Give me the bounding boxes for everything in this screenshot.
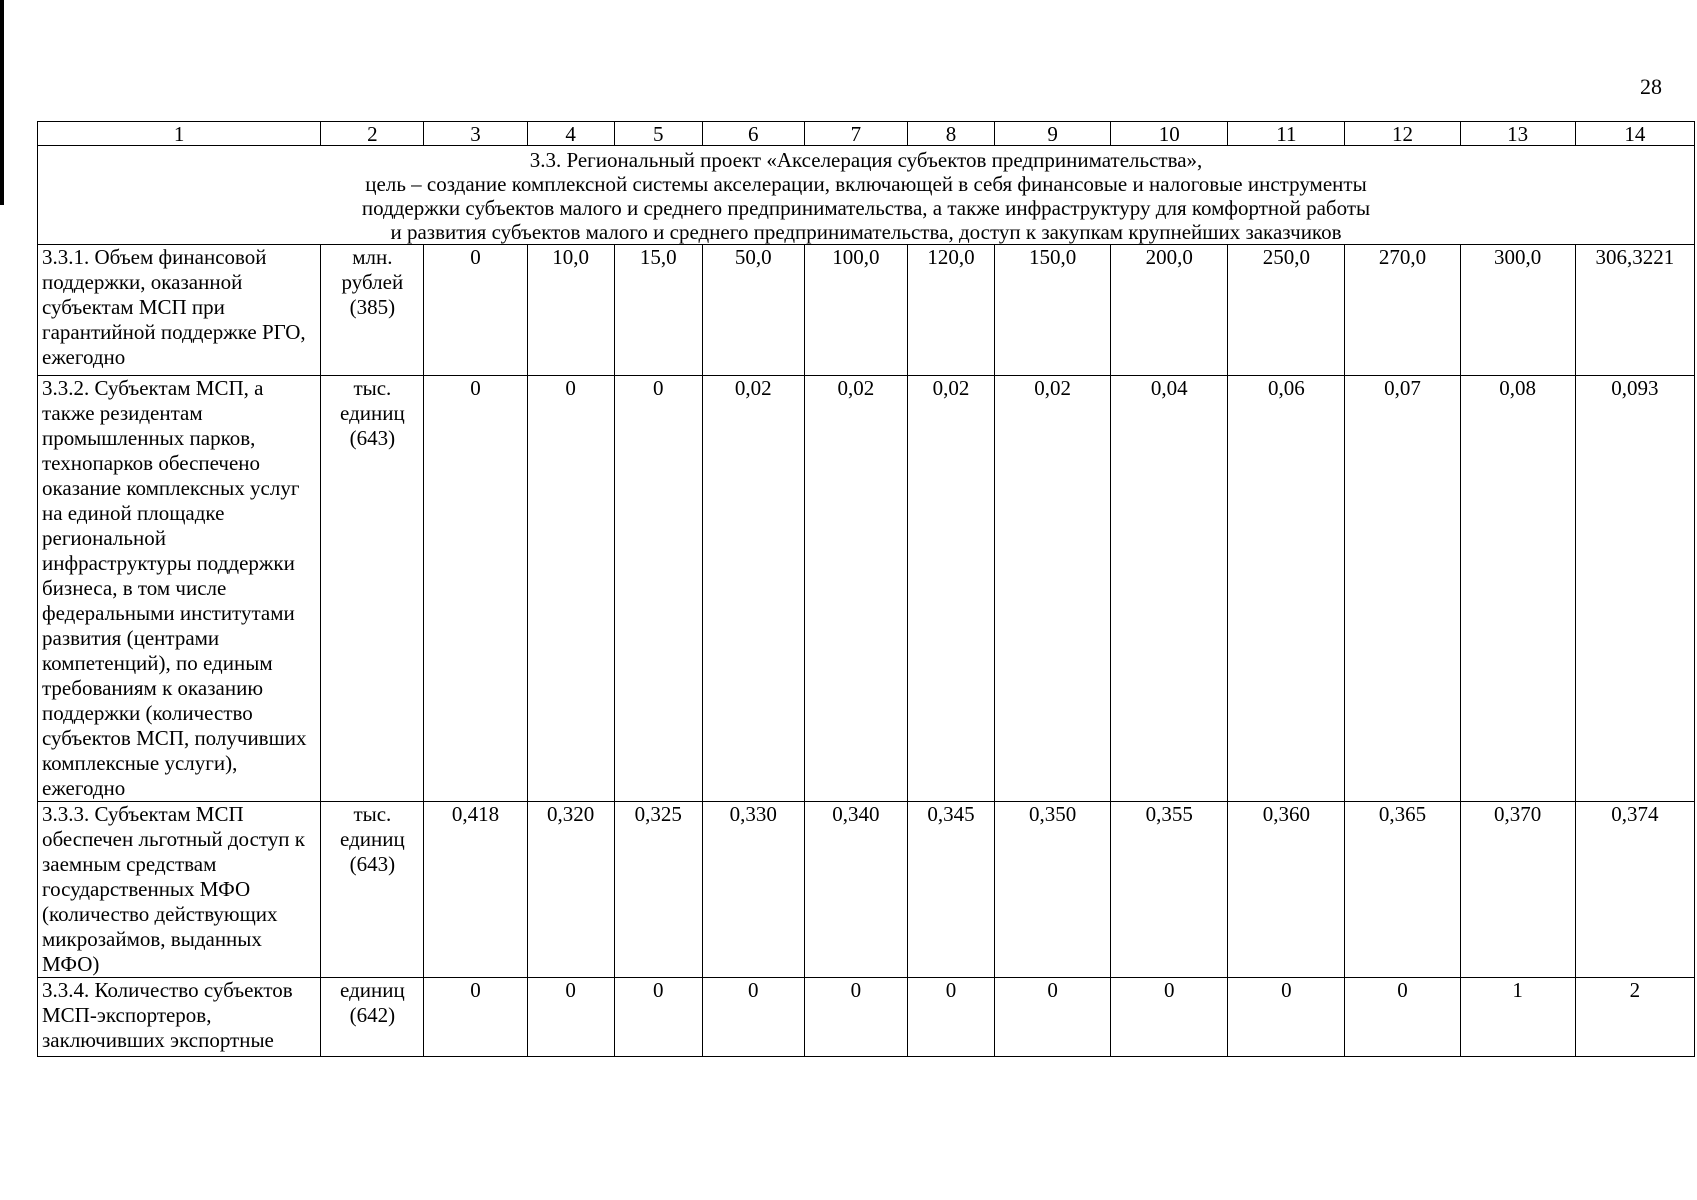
- value-cell: 1: [1460, 978, 1575, 1057]
- column-number-cell: 6: [702, 122, 804, 146]
- column-number-cell: 7: [804, 122, 907, 146]
- table-row: [38, 245, 1695, 376]
- column-number-cell: 2: [321, 122, 424, 146]
- value-cell: 0: [907, 978, 994, 1057]
- value-cell: 10,0: [527, 245, 614, 376]
- value-cell: 150,0: [995, 245, 1111, 376]
- value-cell: 0,08: [1460, 376, 1575, 802]
- indicator-cell: 3.3.3. Субъектам МСП обеспечен льготный доступ к заемным средствам государственных МФО (количество действующих микрозаймов, выданных МФО): [38, 802, 321, 978]
- indicator-cell: 3.3.1. Объем финансовой поддержки, оказанной субъектам МСП при гарантийной поддержке РГО, ежегодно: [38, 245, 321, 376]
- unit-cell: тыс. единиц (643): [321, 802, 424, 978]
- section-line: поддержки субъектов малого и среднего предпринимательства, а также инфраструктуру для комфортной работы: [361, 196, 1371, 220]
- table-row: [38, 376, 1695, 802]
- page-number: 28: [1640, 74, 1662, 99]
- value-cell: 0,02: [995, 376, 1111, 802]
- value-cell: 0,02: [804, 376, 907, 802]
- value-cell: 120,0: [907, 245, 994, 376]
- value-cell: 0: [527, 978, 614, 1057]
- value-cell: 0,345: [907, 802, 994, 978]
- value-cell: 0,360: [1228, 802, 1345, 978]
- value-cell: 0,04: [1111, 376, 1228, 802]
- indicator-cell: 3.3.2. Субъектам МСП, а также резидентам промышленных парков, технопарков обеспечено оказание комплексных услуг на единой площадке региональной инфраструктуры поддержки бизнеса, в том числе федеральными институтами развития (центрами компетенций), по единым требованиям к оказанию поддержки (количество субъектов МСП, получивших комплексные услуги), ежегодно: [38, 376, 321, 802]
- value-cell: 0,340: [804, 802, 907, 978]
- value-cell: 0,350: [995, 802, 1111, 978]
- value-cell: 0: [424, 376, 527, 802]
- unit-cell: единиц (642): [321, 978, 424, 1057]
- indicator-cell: 3.3.4. Количество субъектов МСП-экспортеров, заключивших экспортные: [38, 978, 321, 1057]
- value-cell: 0: [424, 245, 527, 376]
- column-number-cell: 3: [424, 122, 527, 146]
- value-cell: 0,07: [1345, 376, 1460, 802]
- value-cell: 0: [1345, 978, 1460, 1057]
- column-number-cell: 11: [1228, 122, 1345, 146]
- value-cell: 0: [1111, 978, 1228, 1057]
- value-cell: 200,0: [1111, 245, 1228, 376]
- value-cell: 0,418: [424, 802, 527, 978]
- column-number-cell: 12: [1345, 122, 1460, 146]
- section-line: цель – создание комплексной системы акселерации, включающей в себя финансовые и налоговые инструменты: [365, 172, 1367, 196]
- section-heading: [38, 146, 1695, 245]
- value-cell: 0,330: [702, 802, 804, 978]
- column-number-cell: 13: [1460, 122, 1575, 146]
- value-cell: 270,0: [1345, 245, 1460, 376]
- value-cell: 0: [995, 978, 1111, 1057]
- value-cell: 0,02: [702, 376, 804, 802]
- value-cell: 0: [804, 978, 907, 1057]
- value-cell: 250,0: [1228, 245, 1345, 376]
- value-cell: 0,325: [614, 802, 702, 978]
- value-cell: 0,02: [907, 376, 994, 802]
- value-cell: 100,0: [804, 245, 907, 376]
- value-cell: 0: [614, 376, 702, 802]
- value-cell: 0: [424, 978, 527, 1057]
- indicators-table: [37, 121, 1695, 1057]
- scan-edge-mark: [0, 0, 4, 205]
- value-cell: 0: [702, 978, 804, 1057]
- value-cell: 2: [1575, 978, 1694, 1057]
- value-cell: 0,093: [1575, 376, 1694, 802]
- column-number-cell: 4: [527, 122, 614, 146]
- table-row: [38, 802, 1695, 978]
- unit-cell: млн. рублей (385): [321, 245, 424, 376]
- section-line: 3.3. Региональный проект «Акселерация субъектов предпринимательства»,: [529, 148, 1203, 172]
- column-number-cell: 9: [995, 122, 1111, 146]
- value-cell: 0,370: [1460, 802, 1575, 978]
- value-cell: 15,0: [614, 245, 702, 376]
- value-cell: 306,3221: [1575, 245, 1694, 376]
- value-cell: 0,374: [1575, 802, 1694, 978]
- header-row: [38, 122, 1695, 146]
- section-line: и развития субъектов малого и среднего предпринимательства, доступ к закупкам крупнейших заказчиков: [390, 220, 1342, 244]
- value-cell: 0,06: [1228, 376, 1345, 802]
- table-row: [38, 978, 1695, 1057]
- value-cell: 0,355: [1111, 802, 1228, 978]
- value-cell: 0: [527, 376, 614, 802]
- value-cell: 0,365: [1345, 802, 1460, 978]
- column-number-cell: 10: [1111, 122, 1228, 146]
- value-cell: 0: [614, 978, 702, 1057]
- column-number-header: [38, 122, 1695, 146]
- column-number-cell: 5: [614, 122, 702, 146]
- value-cell: 50,0: [702, 245, 804, 376]
- value-cell: 0,320: [527, 802, 614, 978]
- column-number-cell: 1: [38, 122, 321, 146]
- column-number-cell: 14: [1575, 122, 1694, 146]
- column-number-cell: 8: [907, 122, 994, 146]
- value-cell: 300,0: [1460, 245, 1575, 376]
- value-cell: 0: [1228, 978, 1345, 1057]
- section-row: [38, 146, 1695, 245]
- unit-cell: тыс. единиц (643): [321, 376, 424, 802]
